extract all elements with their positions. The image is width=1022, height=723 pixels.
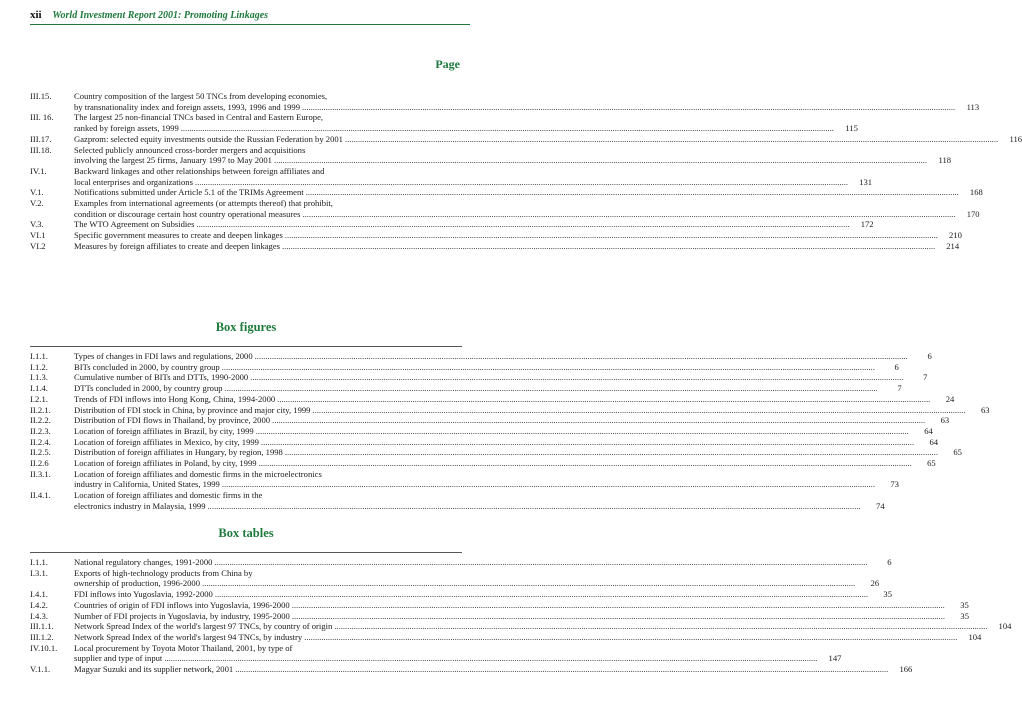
toc-entry (30, 447, 962, 458)
entry-title-text: FDI inflows into Yugoslavia, 1992-2000 (74, 589, 213, 600)
entry-line (74, 187, 983, 198)
toc-entry (30, 458, 936, 469)
entry-line (74, 557, 892, 568)
entry-page-number: 35 (960, 599, 969, 610)
entry-line (74, 426, 933, 437)
entry-body (74, 426, 933, 437)
entry-page-number: 63 (940, 415, 950, 426)
entry-title-text: Local procurement by Toyota Motor Thailand, 2001, by type of (74, 642, 293, 653)
entry-page-number: 7 (923, 372, 928, 383)
entry-title-text: Selected publicly announced cross-border mergers and acquisitions (74, 144, 306, 155)
entry-page-number: 24 (945, 393, 955, 404)
entry-page-number: 116 (1009, 133, 1022, 144)
dot-leader (277, 394, 930, 405)
entry-line (74, 219, 874, 230)
section-title: Box figures (215, 320, 277, 334)
entry-number: II.2.5. (30, 447, 51, 458)
toc-entry (30, 425, 933, 437)
entry-number: I.4.2. (30, 599, 48, 610)
entry-page-number: 6 (887, 557, 892, 567)
entry-line (74, 145, 951, 156)
entry-line (74, 372, 927, 383)
dot-leader (285, 230, 938, 241)
entry-line (74, 405, 990, 416)
dot-leader (256, 426, 909, 437)
dot-leader (334, 621, 987, 632)
entry-line (74, 611, 969, 622)
entry-page-number: 104 (998, 621, 1012, 632)
entry-title-text: involving the largest 25 firms, January 1997 to May 2001 (74, 155, 272, 166)
entry-body (74, 632, 981, 643)
entry-body (74, 362, 899, 373)
entry-title-text: supplier and type of input (74, 653, 163, 664)
entry-number: II.4.1. (30, 490, 51, 501)
entry-title-text: Countries of origin of FDI inflows into Yugoslavia, 1996-2000 (74, 599, 290, 610)
section-rule (30, 552, 462, 553)
toc-entry (30, 393, 955, 405)
entry-line (74, 134, 1022, 145)
box-figures-section (30, 318, 990, 512)
entry-number: III.15. (30, 91, 52, 101)
toc-entry (30, 621, 1012, 632)
entry-body (74, 600, 969, 611)
entry-number: VI.1 (30, 230, 46, 241)
entry-body (74, 394, 954, 405)
entry-line (74, 589, 892, 600)
toc-entry (30, 372, 928, 383)
box-tables-section (30, 524, 1012, 675)
entry-line (74, 578, 879, 589)
entry-body (74, 437, 938, 448)
entry-line (74, 362, 899, 373)
entry-body (74, 415, 949, 426)
entry-page-number: 118 (938, 155, 952, 166)
entry-page-number: 104 (968, 631, 982, 642)
entry-title-text: Location of foreign affiliates in Poland, by city, 1999 (74, 458, 257, 469)
entry-line (74, 447, 962, 458)
entry-title-text: Country composition of the largest 50 TNCs from developing economies, (74, 91, 328, 101)
entry-number: II.2.4. (30, 436, 51, 447)
dot-leader (164, 653, 817, 664)
entry-page-number: 64 (924, 425, 933, 436)
entry-line (74, 437, 938, 448)
entry-title-text: Examples from international agreements (or attempts thereof) that prohibit, (74, 198, 333, 209)
entry-line (74, 209, 980, 220)
entry-number: II.2.3. (30, 425, 51, 436)
entry-line (74, 102, 979, 113)
entry-title-text: Location of foreign affiliates and domestic firms in the microelectronics (74, 468, 322, 479)
tables-list-continued (30, 87, 1022, 252)
entry-number: I.1.3. (30, 372, 48, 383)
entry-line (74, 621, 1011, 632)
entry-body (74, 611, 969, 622)
entry-number: V.1. (30, 187, 44, 198)
entry-line (74, 568, 879, 579)
entry-line (74, 351, 932, 362)
entry-page-number: 35 (960, 610, 969, 621)
running-header (30, 8, 470, 25)
entry-page-number: 64 (929, 436, 939, 447)
toc-entry (30, 165, 873, 187)
toc-entry (30, 415, 950, 426)
entry-page-number: 113 (966, 101, 980, 112)
toc-entry (30, 436, 939, 448)
toc-entry (30, 404, 990, 416)
entry-body (74, 621, 1011, 632)
toc-entry (30, 610, 969, 622)
entry-number: I.4.1. (30, 589, 48, 600)
entry-number: II.2.6 (30, 458, 49, 469)
entry-page-number: 35 (883, 589, 892, 600)
entry-body (74, 351, 932, 362)
page-number: xii (30, 9, 42, 21)
dot-leader (222, 362, 875, 373)
toc-entry (30, 557, 892, 568)
entry-line (74, 383, 902, 394)
entry-title-text: Distribution of foreign affiliates in Hungary, by region, 1998 (74, 447, 283, 458)
entry-line (74, 469, 899, 480)
toc-entry (30, 144, 952, 166)
toc-entry (30, 219, 874, 230)
entry-body (74, 643, 841, 664)
entry-title-text: Gazprom: selected equity investments outside the Russian Federation by 2001 (74, 133, 343, 144)
dot-leader (302, 102, 955, 113)
entry-body (74, 568, 879, 589)
dot-leader (282, 241, 935, 252)
toc-entry (30, 490, 885, 511)
entry-body (74, 490, 885, 511)
entry-title-text: The largest 25 non-financial TNCs based in Central and Eastern Europe, (74, 112, 324, 123)
toc-entry (30, 664, 913, 675)
entry-line (74, 664, 912, 675)
toc-entry (30, 187, 983, 198)
dot-leader (195, 177, 848, 188)
entry-title-text: local enterprises and organizations (74, 176, 193, 187)
entry-page-number: 65 (953, 447, 962, 458)
entry-page-number: 170 (966, 208, 980, 219)
entry-body (74, 458, 936, 469)
entry-title-text: BITs concluded in 2000, by country group (74, 361, 220, 372)
entry-line (74, 600, 969, 611)
entry-number: I.4.3. (30, 610, 48, 621)
entry-number: I.1.2. (30, 361, 48, 372)
entry-number: II.2.1. (30, 404, 51, 415)
entry-list (30, 91, 1022, 252)
entry-title-text: Number of FDI projects in Yugoslavia, by industry, 1995-2000 (74, 610, 290, 621)
toc-entry (30, 351, 932, 362)
entry-title-text: electronics industry in Malaysia, 1999 (74, 500, 206, 511)
dot-leader (202, 578, 855, 589)
entry-body (74, 383, 902, 394)
page-column-label: Page (435, 57, 460, 71)
entry-title-text: ownership of production, 1996-2000 (74, 578, 201, 589)
entry-page-number: 26 (870, 578, 880, 589)
section-rule (30, 346, 462, 347)
entry-line (74, 230, 962, 241)
entry-body (74, 112, 858, 133)
entry-number: I.1.4. (30, 383, 48, 394)
entry-body (74, 447, 962, 458)
entry-title-text: Types of changes in FDI laws and regulations, 2000 (74, 351, 253, 361)
entry-body (74, 405, 990, 416)
entry-title-text: Distribution of FDI flows in Thailand, by province, 2000 (74, 415, 271, 426)
dot-leader (304, 632, 957, 643)
entry-title-text: industry in California, United States, 1999 (74, 479, 220, 490)
toc-entry (30, 198, 980, 219)
dot-leader (292, 611, 945, 622)
entry-page-number: 115 (845, 123, 858, 134)
toc-entry (30, 133, 1022, 145)
entry-page-number: 63 (981, 404, 990, 415)
entry-title-text: Cumulative number of BITs and DTTs, 1990-2000 (74, 372, 249, 383)
entry-page-number: 166 (899, 664, 913, 675)
entry-line (74, 177, 872, 188)
entry-line (74, 91, 979, 102)
entry-body (74, 198, 980, 219)
entry-page-number: 65 (927, 458, 936, 469)
entry-body (74, 187, 983, 198)
dot-leader (345, 134, 998, 145)
entry-number: VI.2 (30, 240, 46, 251)
entry-number: V.1.1. (30, 664, 51, 675)
entry-line (74, 241, 959, 252)
entry-line (74, 653, 841, 664)
entry-body (74, 91, 979, 112)
toc-entry (30, 631, 982, 643)
entry-line (74, 112, 858, 123)
toc-entry (30, 383, 902, 394)
toc-entry (30, 642, 842, 664)
toc-entry (30, 589, 892, 600)
entry-title-text: Notifications submitted under Article 5.1 of the TRIMs Agreement (74, 187, 304, 198)
entry-line (74, 632, 981, 643)
dot-leader (312, 405, 965, 416)
entry-body (74, 230, 962, 241)
entry-number: III. 16. (30, 112, 54, 123)
entry-body (74, 589, 892, 600)
dot-leader (261, 437, 914, 448)
entry-title-text: Magyar Suzuki and its supplier network, 2001 (74, 664, 234, 675)
entry-body (74, 166, 872, 187)
entry-number: V.3. (30, 219, 44, 230)
entry-page-number: 147 (828, 653, 842, 664)
entry-title-text: Location of foreign affiliates in Brazil, by city, 1999 (74, 425, 254, 436)
dot-leader (250, 372, 903, 383)
dot-leader (292, 600, 945, 611)
dot-leader (285, 447, 938, 458)
entry-number: III.18. (30, 144, 52, 155)
dot-leader (235, 664, 888, 675)
entry-number: V.2. (30, 198, 44, 209)
entry-title-text: Measures by foreign affiliates to create and deepen linkages (74, 240, 281, 251)
dot-leader (208, 501, 861, 512)
entry-number: III.1.2. (30, 631, 54, 642)
entry-title-text: Location of foreign affiliates in Mexico, by city, 1999 (74, 436, 259, 447)
entry-line (74, 123, 858, 134)
entry-page-number: 6 (927, 351, 932, 361)
entry-title-text: Network Spread Index of the world's largest 97 TNCs, by country of origin (74, 621, 333, 632)
entry-title-text: DTTs concluded in 2000, by country group (74, 383, 223, 394)
dot-leader (225, 383, 878, 394)
entry-body (74, 557, 892, 568)
entry-page-number: 74 (876, 500, 885, 511)
toc-entry (30, 240, 960, 252)
entry-line (74, 155, 951, 166)
entry-number: II.2.2. (30, 415, 51, 426)
section-title: Box tables (218, 526, 274, 540)
toc-entry (30, 361, 899, 373)
entry-number: IV.10.1. (30, 642, 58, 653)
entry-number: I.2.1. (30, 393, 48, 404)
entry-line (74, 394, 954, 405)
toc-entry (30, 599, 969, 611)
entry-title-text: ranked by foreign assets, 1999 (74, 123, 179, 134)
entry-body (74, 469, 899, 490)
dot-leader (274, 155, 927, 166)
entry-body (74, 372, 927, 383)
toc-entry (30, 468, 899, 490)
entry-page-number: 7 (897, 383, 902, 394)
toc-entry (30, 567, 880, 589)
entry-title-text: by transnationality index and foreign assets, 1993, 1996 and 1999 (74, 101, 301, 112)
entry-line (74, 490, 885, 501)
toc-entry (30, 112, 858, 134)
entry-body (74, 664, 912, 675)
entry-title-text: Specific government measures to create and deepen linkages (74, 230, 283, 241)
entry-title-text: Location of foreign affiliates and domestic firms in the (74, 490, 263, 501)
running-title: World Investment Report 2001: Promoting Linkages (52, 10, 269, 21)
dot-leader (215, 589, 868, 600)
entry-line (74, 479, 899, 490)
dot-leader (222, 479, 875, 490)
entry-title-text: National regulatory changes, 1991-2000 (74, 557, 213, 567)
entry-body (74, 219, 874, 230)
entry-title-text: The WTO Agreement on Subsidies (74, 219, 195, 230)
dot-leader (181, 123, 834, 134)
entry-page-number: 73 (890, 479, 899, 490)
entry-list (30, 351, 990, 512)
entry-line (74, 415, 949, 426)
entry-line (74, 643, 841, 654)
entry-title-text: Trends of FDI inflows into Hong Kong, China, 1994-2000 (74, 393, 276, 404)
entry-number: III.17. (30, 133, 52, 144)
entry-title-text: Network Spread Index of the world's largest 94 TNCs, by industry (74, 631, 303, 642)
entry-title-text: condition or discourage certain host country operational measures (74, 208, 301, 219)
entry-line (74, 166, 872, 177)
entry-page-number: 131 (859, 176, 873, 187)
dot-leader (259, 458, 912, 469)
entry-page-number: 210 (949, 230, 962, 241)
entry-title-text: Exports of high-technology products from China by (74, 567, 253, 578)
entry-line (74, 198, 980, 209)
dot-leader (255, 351, 908, 362)
entry-number: III.1.1. (30, 621, 54, 632)
entry-number: II.3.1. (30, 468, 51, 479)
entry-number: I.1.1. (30, 351, 48, 361)
toc-entry (30, 91, 980, 112)
entry-number: I.1.1. (30, 557, 48, 567)
dot-leader (272, 415, 925, 426)
entry-line (74, 458, 936, 469)
dot-leader (306, 187, 959, 198)
entry-title-text: Distribution of FDI stock in China, by province and major city, 1999 (74, 404, 311, 415)
dot-leader (302, 209, 955, 220)
entry-list (30, 557, 1012, 675)
entry-line (74, 501, 885, 512)
entry-body (74, 241, 959, 252)
entry-page-number: 172 (860, 219, 874, 230)
entry-number: I.3.1. (30, 567, 48, 578)
toc-entry (30, 230, 962, 241)
dot-leader (214, 557, 867, 568)
entry-body (74, 145, 951, 166)
entry-number: IV.1. (30, 165, 47, 176)
entry-page-number: 168 (969, 187, 983, 198)
entry-page-number: 6 (894, 361, 899, 372)
entry-page-number: 214 (946, 240, 960, 251)
entry-body (74, 134, 1022, 145)
entry-title-text: Backward linkages and other relationships between foreign affiliates and (74, 165, 325, 176)
dot-leader (196, 219, 849, 230)
